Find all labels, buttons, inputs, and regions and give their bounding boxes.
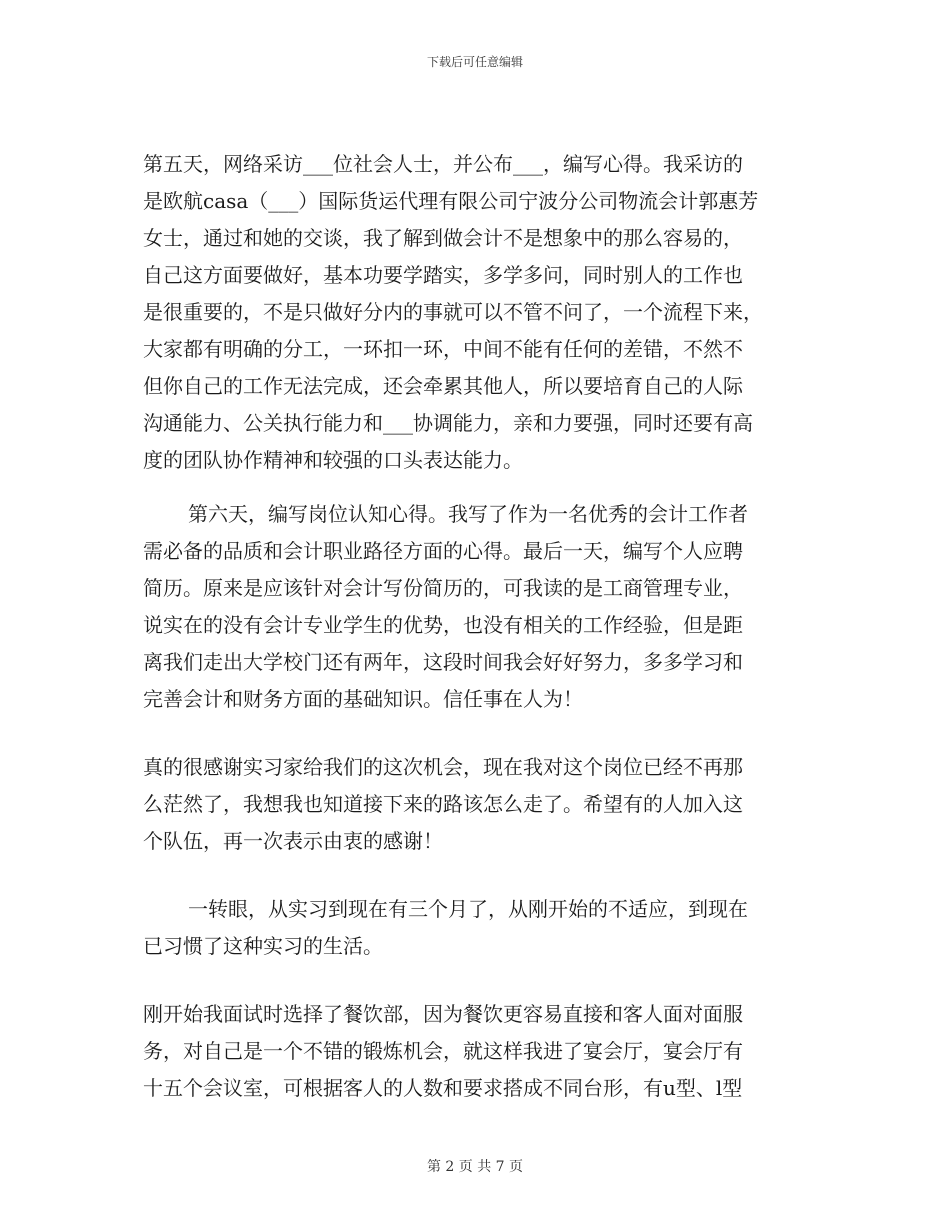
spacer xyxy=(143,860,813,891)
text-line: 第五天，网络采访___位社会人士，并公布___，编写心得。我采访的 xyxy=(143,152,743,176)
text-line: 简历。原来是应该针对会计写份简历的，可我读的是工商管理专业， xyxy=(143,576,743,600)
text-line: 完善会计和财务方面的基础知识。信任事在人为！ xyxy=(143,687,583,711)
paragraph-day-six xyxy=(143,496,813,718)
spacer xyxy=(143,718,813,749)
text-line: 自己这方面要做好，基本功要学踏实，多学多问，同时别人的工作也 xyxy=(143,263,743,287)
text-line: 么茫然了，我想我也知道接下来的路该怎么走了。希望有的人加入这 xyxy=(143,792,743,816)
spacer xyxy=(143,479,813,496)
text-line: 需必备的品质和会计职业路径方面的心得。最后一天，编写个人应聘 xyxy=(143,539,743,563)
spacer xyxy=(143,965,813,996)
paragraph-day-five xyxy=(143,146,813,479)
paragraph-thanks xyxy=(143,749,813,860)
text-line: 离我们走出大学校门还有两年，这段时间我会好好努力，多多学习和 xyxy=(143,650,743,674)
text-line: 务，对自己是一个不错的锻炼机会，就这样我进了宴会厅，宴会厅有 xyxy=(143,1039,743,1063)
text-line: 已习惯了这种实习的生活。 xyxy=(143,934,383,958)
text-line: 但你自己的工作无法完成，还会牵累其他人，所以要培育自己的人际 xyxy=(143,374,743,398)
text-line: 是很重要的，不是只做好分内的事就可以不管不问了，一个流程下来， xyxy=(143,300,763,324)
text-line: 大家都有明确的分工，一环扣一环，中间不能有任何的差错，不然不 xyxy=(143,337,743,361)
text-line: 度的团队协作精神和较强的口头表达能力。 xyxy=(143,448,523,472)
text-line: 第六天，编写岗位认知心得。我写了作为一名优秀的会计工作者 xyxy=(188,502,748,526)
page-header: 下载后可任意编辑 xyxy=(426,55,523,69)
text-line: 一转眼，从实习到现在有三个月了，从刚开始的不适应，到现在 xyxy=(188,897,748,921)
text-line: 真的很感谢实习家给我们的这次机会，现在我对这个岗位已经不再那 xyxy=(143,755,743,779)
text-line: 沟通能力、公关执行能力和___协调能力，亲和力要强，同时还要有高 xyxy=(143,411,753,435)
text-line: 十五个会议室，可根据客人的人数和要求搭成不同台形，有u型、l型 xyxy=(143,1076,743,1100)
paragraph-three-months xyxy=(143,891,813,965)
text-line: 是欧航casa（___）国际货运代理有限公司宁波分公司物流会计郭惠芳 xyxy=(143,189,759,213)
text-line: 个队伍，再一次表示由衷的感谢！ xyxy=(143,829,443,853)
text-line: 女士，通过和她的交谈，我了解到做会计不是想象中的那么容易的， xyxy=(143,226,743,250)
text-line: 说实在的没有会计专业学生的优势，也没有相关的工作经验，但是距 xyxy=(143,613,743,637)
page-number: 第 2 页 共 7 页 xyxy=(426,1159,524,1175)
document-body xyxy=(143,146,813,1107)
text-line: 刚开始我面试时选择了餐饮部，因为餐饮更容易直接和客人面对面服 xyxy=(143,1002,743,1026)
paragraph-catering xyxy=(143,996,813,1107)
